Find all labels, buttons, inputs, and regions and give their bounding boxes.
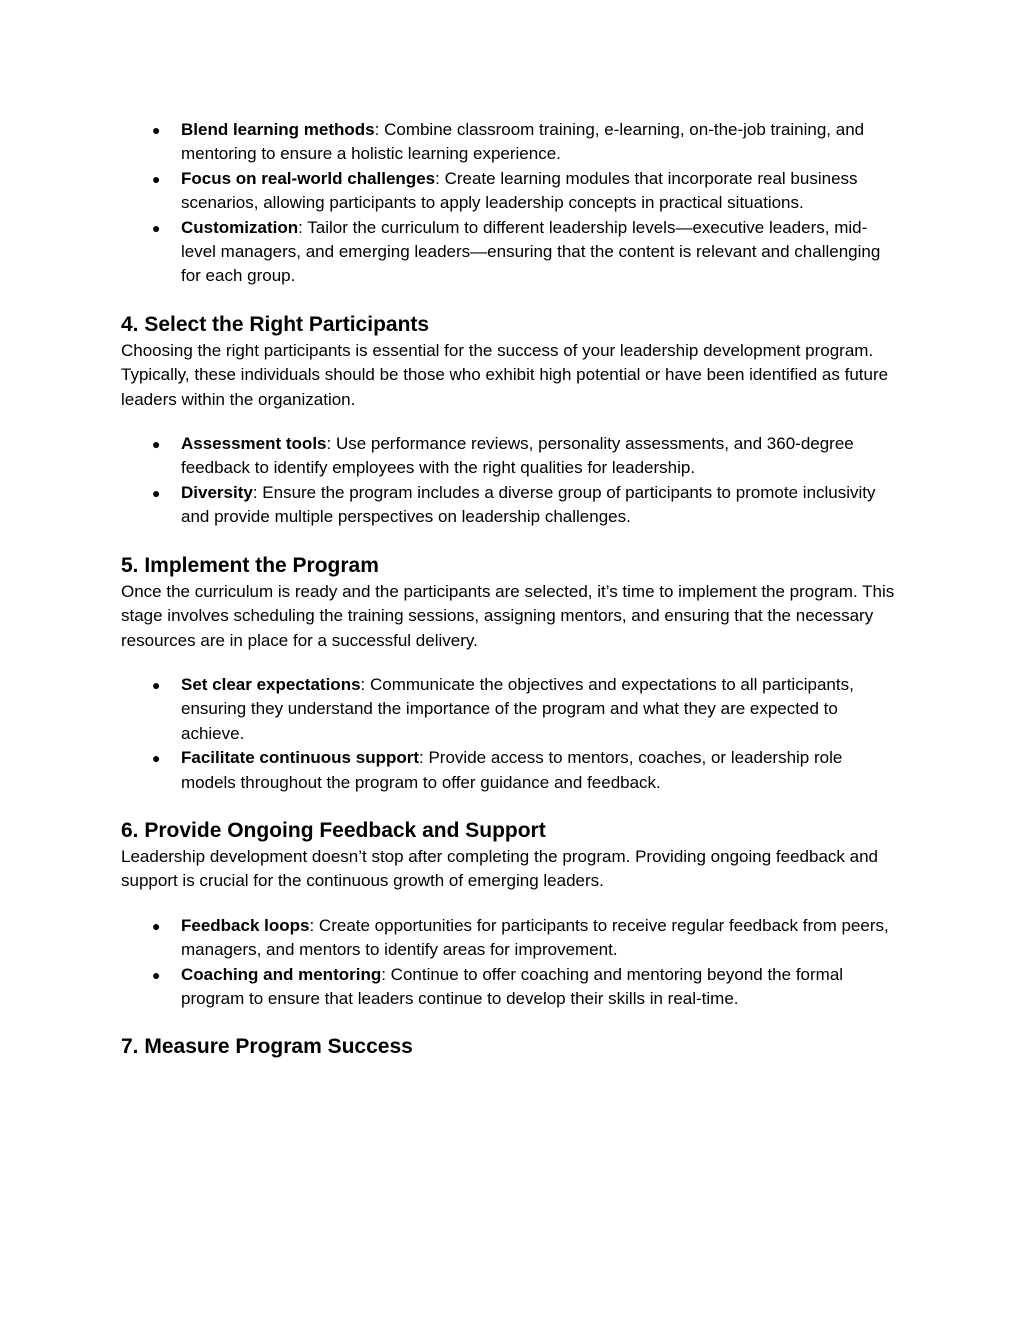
section-bullet-list <box>121 432 901 530</box>
list-item-text: : Use performance reviews, personality assessments, and 360-degree feedback to identify employees with the right qualities for leadership. <box>181 434 854 478</box>
bullet-icon: ● <box>152 436 161 453</box>
list-item-term: Coaching and mentoring <box>181 964 382 984</box>
section-heading: 4. Select the Right Participants <box>121 312 430 336</box>
bullet-icon: ● <box>152 676 161 693</box>
section-heading: 5. Implement the Program <box>121 553 379 577</box>
list-item <box>121 914 901 963</box>
bullet-icon: ● <box>152 170 161 187</box>
list-item-text: : Combine classroom training, e-learning, on-the-job training, and mentoring to ensure a holistic learning experience. <box>181 120 865 164</box>
bullet-icon: ● <box>152 484 161 501</box>
list-item-term: Blend learning methods <box>181 120 375 139</box>
section-paragraph: Once the curriculum is ready and the participants are selected, it’s time to implement the program. This stage involves scheduling the training sessions, assigning mentors, and ensuring that the necessary resources are in place for a successful delivery. <box>121 581 895 650</box>
list-item-term: Facilitate continuous support <box>181 748 420 768</box>
list-item <box>121 746 901 795</box>
list-item-text: : Ensure the program includes a diverse group of participants to promote inclusivity and provide multiple perspectives on leadership challenges. <box>181 482 876 527</box>
section-heading: 6. Provide Ongoing Feedback and Support <box>121 818 546 842</box>
section-paragraph: Leadership development doesn’t stop after completing the program. Providing ongoing feedback and support is crucial for the continuous growth of emerging leaders. <box>121 846 878 891</box>
section-bullet-list <box>121 914 901 1012</box>
list-item-text: : Create learning modules that incorporate real business scenarios, allowing participants to apply leadership concepts in practical situations. <box>181 168 858 213</box>
bullet-icon: ● <box>152 966 161 983</box>
list-item-text: : Continue to offer coaching and mentoring beyond the formal program to ensure that leaders continue to develop their skills in real-time. <box>181 964 844 1008</box>
bullet-icon: ● <box>152 917 161 934</box>
list-item-term: Assessment tools <box>181 434 327 454</box>
section-bullet-list <box>121 673 901 795</box>
list-item <box>121 118 901 167</box>
section-paragraph: Choosing the right participants is essential for the success of your leadership development program. Typically, these individuals should be those who exhibit high potential or have been identified as future leaders within the organization. <box>121 340 889 409</box>
section-heading: 7. Measure Program Success <box>121 1035 413 1059</box>
bullet-icon: ● <box>152 219 161 236</box>
list-item <box>121 216 901 289</box>
list-item <box>121 963 901 1012</box>
list-item-term: Focus on real-world challenges <box>181 168 436 188</box>
list-item-text: : Create opportunities for participants to receive regular feedback from peers, managers, and mentors to identify areas for improvement. <box>181 915 889 960</box>
bullet-icon: ● <box>152 122 161 138</box>
list-item <box>121 673 901 746</box>
list-item-text: : Provide access to mentors, coaches, or leadership role models throughout the program to offer guidance and feedback. <box>181 748 843 792</box>
list-item-term: Diversity <box>181 482 253 502</box>
list-item-term: Set clear expectations <box>181 674 361 694</box>
list-item <box>121 481 901 530</box>
list-item-term: Feedback loops <box>181 915 310 935</box>
list-item-text: : Communicate the objectives and expectations to all participants, ensuring they understand the importance of the program and what they are expected to achieve. <box>181 674 854 743</box>
bullet-icon: ● <box>152 750 161 767</box>
list-item <box>121 432 901 481</box>
list-item <box>121 167 901 216</box>
list-item-text: : Tailor the curriculum to different leadership levels—executive leaders, mid-level managers, and emerging leaders—ensuring that the content is relevant and challenging for each group. <box>181 217 881 286</box>
intro-bullet-list <box>121 118 901 289</box>
list-item-term: Customization <box>181 217 299 237</box>
document-page <box>121 118 901 1061</box>
